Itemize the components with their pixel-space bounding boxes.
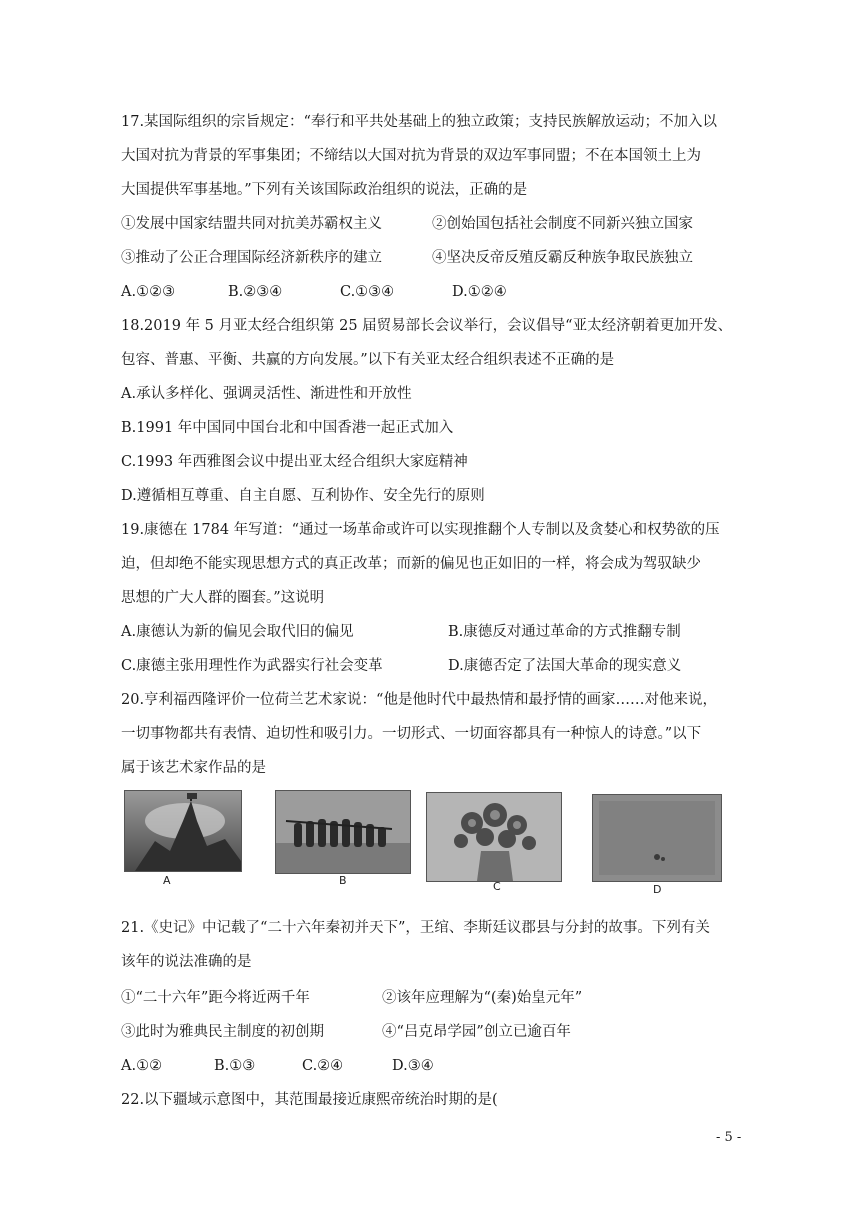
q21-option-a: A.①②	[121, 1058, 163, 1074]
painting-d-image	[592, 794, 722, 882]
q19-option-d: D.康德否定了法国大革命的现实意义	[448, 658, 682, 674]
q21-item-2: ②该年应理解为“(秦)始皇元年”	[382, 990, 583, 1006]
q17-option-d: D.①②④	[452, 284, 507, 300]
q17-stem-line-1: 17.某国际组织的宗旨规定：“奉行和平共处基础上的独立政策；支持民族解放运动；不加入以	[121, 114, 717, 130]
q19-option-a: A.康德认为新的偏见会取代旧的偏见	[121, 624, 354, 640]
q21-item-4: ④“吕克昂学园”创立已逾百年	[382, 1024, 571, 1040]
q18-option-a: A.承认多样化、强调灵活性、渐进性和开放性	[121, 386, 412, 402]
painting-b-image	[275, 790, 411, 874]
q21-stem-line-1: 21.《史记》中记载了“二十六年秦初并天下”，王绾、李斯廷议郡县与分封的故事。下列有关	[121, 920, 710, 936]
q17-item-2: ②创始国包括社会制度不同新兴独立国家	[432, 216, 693, 232]
q21-option-c: C.②④	[302, 1058, 344, 1074]
q21-option-b: B.①③	[214, 1058, 256, 1074]
q19-option-c: C.康德主张用理性作为武器实行社会变革	[121, 658, 383, 674]
q18-option-c: C.1993 年西雅图会议中提出亚太经合组织大家庭精神	[121, 454, 468, 470]
q17-stem-line-2: 大国对抗为背景的军事集团；不缔结以大国对抗为背景的双边军事同盟；不在本国领土上为	[121, 148, 701, 164]
q17-item-4: ④坚决反帝反殖反霸反种族争取民族独立	[432, 250, 693, 266]
q18-stem-line-1: 18.2019 年 5 月亚太经合组织第 25 届贸易部长会议举行，会议倡导“亚太经济朝着更加开发、	[121, 318, 733, 334]
q17-option-c: C.①③④	[340, 284, 395, 300]
q19-stem-line-1: 19.康德在 1784 年写道：“通过一场革命或许可以实现推翻个人专制以及贪婪心和权势欲的压	[121, 522, 720, 538]
q20-stem-line-3: 属于该艺术家作品的是	[121, 760, 266, 776]
q17-item-3: ③推动了公正合理国际经济新秩序的建立	[121, 250, 382, 266]
q18-stem-line-2: 包容、普惠、平衡、共赢的方向发展。”以下有关亚太经合组织表述不正确的是	[121, 352, 615, 368]
painting-c-label: C	[493, 880, 501, 893]
q17-option-a: A.①②③	[121, 284, 176, 300]
q21-stem-line-2: 该年的说法准确的是	[121, 954, 252, 970]
q19-option-b: B.康德反对通过革命的方式推翻专制	[448, 624, 681, 640]
q17-item-1: ①发展中国家结盟共同对抗美苏霸权主义	[121, 216, 382, 232]
page-number: - 5 -	[716, 1130, 742, 1145]
painting-c-image	[426, 792, 562, 882]
q21-item-1: ①“二十六年”距今将近两千年	[121, 990, 310, 1006]
q20-stem-line-2: 一切事物都共有表情、迫切性和吸引力。一切形式、一切面容都具有一种惊人的诗意。”以下	[121, 726, 702, 742]
q17-option-b: B.②③④	[228, 284, 283, 300]
q22-stem-line-1: 22.以下疆域示意图中，其范围最接近康熙帝统治时期的是(	[121, 1092, 498, 1108]
painting-a-image	[124, 790, 242, 872]
painting-d-label: D	[653, 883, 662, 896]
painting-b-label: B	[339, 874, 347, 887]
q19-stem-line-3: 思想的广大人群的圈套。”这说明	[121, 590, 325, 606]
q18-option-d: D.遵循相互尊重、自主自愿、互利协作、安全先行的原则	[121, 488, 485, 504]
q21-item-3: ③此时为雅典民主制度的初创期	[121, 1024, 324, 1040]
q19-stem-line-2: 迫，但却绝不能实现思想方式的真正改革；而新的偏见也正如旧的一样，将会成为驾驭缺少	[121, 556, 701, 572]
painting-a-label: A	[163, 874, 171, 887]
q20-stem-line-1: 20.亨利福西隆评价一位荷兰艺术家说：“他是他时代中最热情和最抒情的画家……对他来说，	[121, 692, 717, 708]
q21-option-d: D.③④	[392, 1058, 434, 1074]
q18-option-b: B.1991 年中国同中国台北和中国香港一起正式加入	[121, 420, 454, 436]
q17-stem-line-3: 大国提供军事基地。”下列有关该国际政治组织的说法，正确的是	[121, 182, 528, 198]
